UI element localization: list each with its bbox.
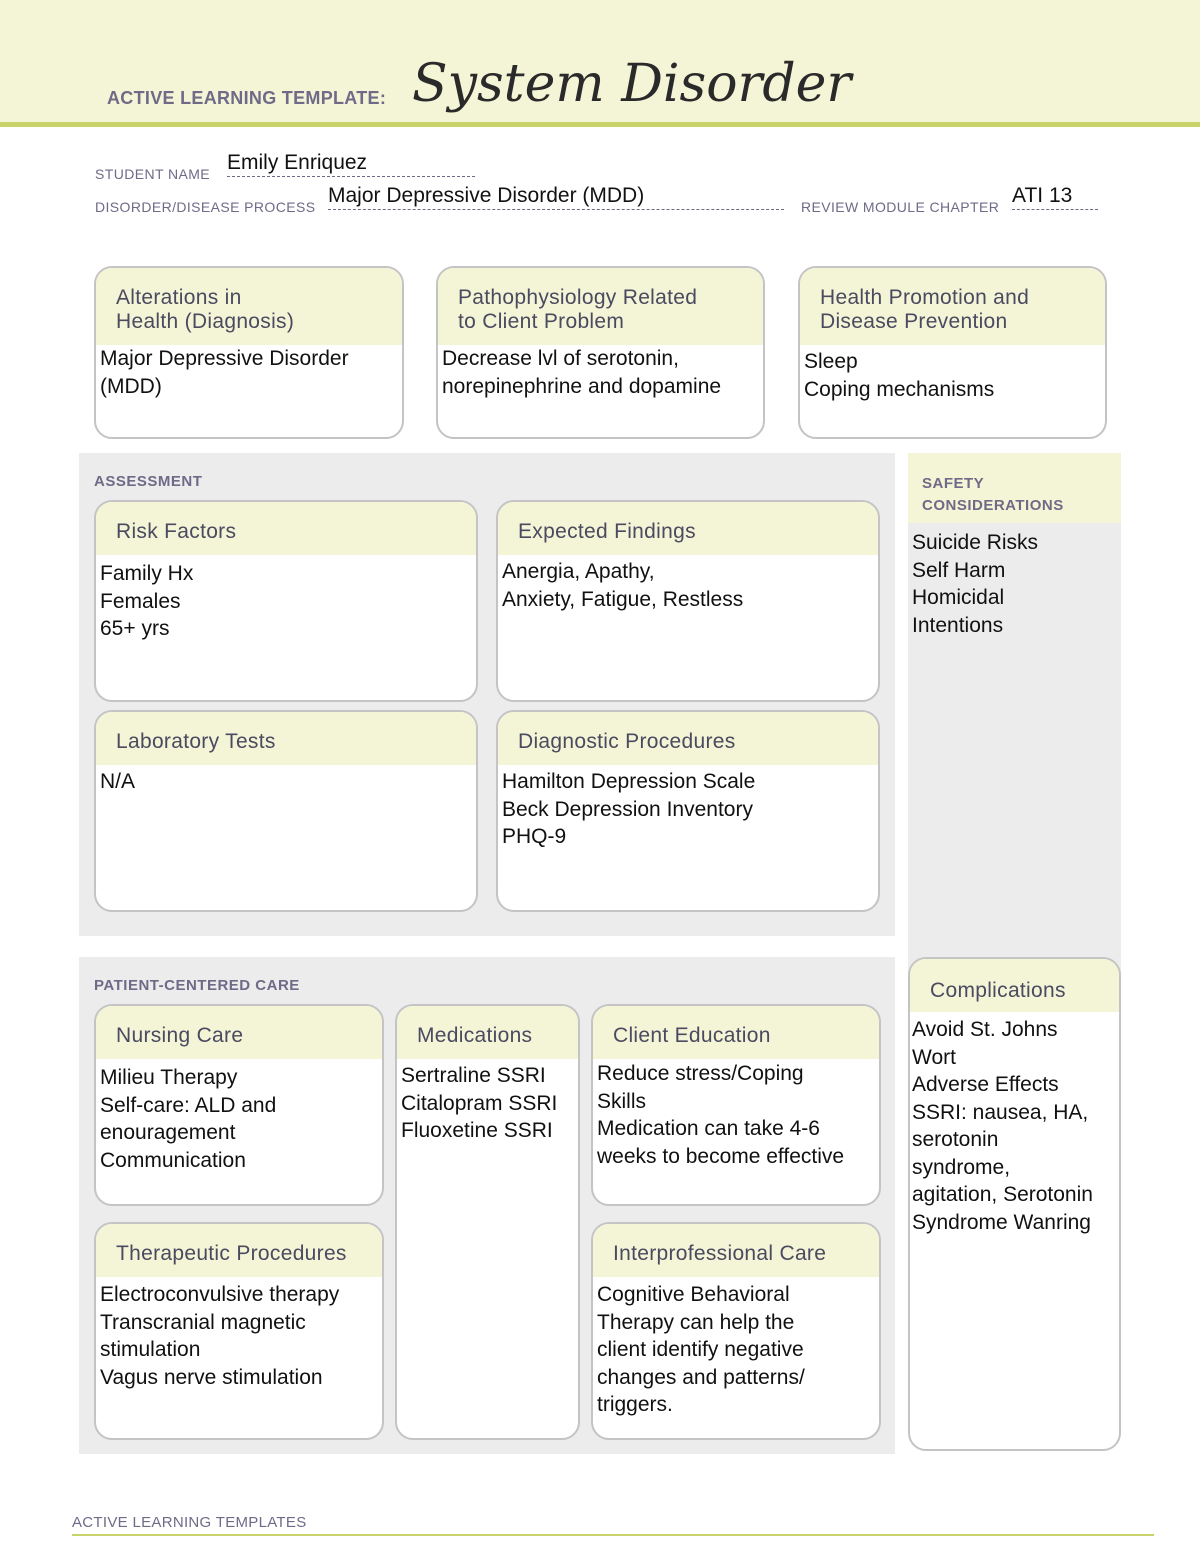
medications-content[interactable]: Sertraline SSRI Citalopram SSRI Fluoxetine SSRI — [401, 1064, 558, 1142]
chapter-label: REVIEW MODULE CHAPTER — [801, 199, 1000, 215]
chapter-field[interactable]: ATI 13 — [1012, 184, 1098, 210]
interprofessional-care-title: Interprofessional Care — [593, 1224, 879, 1277]
safety-label: SAFETY CONSIDERATIONS — [922, 475, 1064, 514]
assessment-label: ASSESSMENT — [94, 473, 203, 490]
interprofessional-care-content[interactable]: Cognitive Behavioral Therapy can help the client identify negative changes and patterns/ triggers. — [597, 1283, 805, 1416]
complications-title: Complications — [910, 959, 1119, 1012]
laboratory-tests-title: Laboratory Tests — [96, 712, 476, 765]
health-promotion-title: Health Promotion and Disease Prevention — [800, 268, 1105, 345]
health-promotion-box — [798, 266, 1107, 439]
template-title: System Disorder — [412, 54, 852, 114]
expected-findings-box — [496, 500, 880, 702]
laboratory-tests-content[interactable]: N/A — [100, 770, 136, 793]
header-divider — [0, 122, 1200, 127]
expected-findings-title: Expected Findings — [498, 502, 878, 555]
complications-content[interactable]: Avoid St. Johns Wort Adverse Effects SSRI: nausea, HA, serotonin syndrome, agitation, Serotonin Syndrome Wanring — [912, 1018, 1093, 1234]
nursing-care-box — [94, 1004, 384, 1206]
risk-factors-content[interactable]: Family Hx Females 65+ yrs — [100, 562, 194, 640]
medications-box — [395, 1004, 580, 1440]
alterations-content[interactable]: Major Depressive Disorder (MDD) — [100, 347, 349, 398]
patient-care-label: PATIENT-CENTERED CARE — [94, 977, 300, 994]
pathophysiology-box — [436, 266, 765, 439]
pathophysiology-title: Pathophysiology Related to Client Problem — [438, 268, 763, 345]
therapeutic-procedures-box — [94, 1222, 384, 1440]
nursing-care-title: Nursing Care — [96, 1006, 382, 1059]
health-promotion-content[interactable]: Sleep Coping mechanisms — [804, 350, 995, 401]
pathophysiology-content[interactable]: Decrease lvl of serotonin, norepinephrine and dopamine — [442, 347, 722, 398]
client-education-title: Client Education — [593, 1006, 879, 1059]
diagnostic-procedures-box — [496, 710, 880, 912]
template-prefix: ACTIVE LEARNING TEMPLATE: — [107, 88, 387, 108]
alterations-title: Alterations in Health (Diagnosis) — [96, 268, 402, 345]
risk-factors-box — [94, 500, 478, 702]
laboratory-tests-box — [94, 710, 478, 912]
interprofessional-care-box — [591, 1222, 881, 1440]
footer-divider — [72, 1534, 1154, 1536]
therapeutic-procedures-title: Therapeutic Procedures — [96, 1224, 382, 1277]
medications-title: Medications — [397, 1006, 578, 1059]
expected-findings-content[interactable]: Anergia, Apathy, Anxiety, Fatigue, Restless — [502, 560, 744, 611]
footer-text: ACTIVE LEARNING TEMPLATES — [72, 1514, 307, 1531]
student-name-label: STUDENT NAME — [95, 166, 210, 182]
disorder-label: DISORDER/DISEASE PROCESS — [95, 199, 316, 215]
complications-box — [908, 957, 1121, 1451]
risk-factors-title: Risk Factors — [96, 502, 476, 555]
safety-content[interactable]: Suicide Risks Self Harm Homicidal Intentions — [912, 531, 1039, 637]
client-education-box — [591, 1004, 881, 1206]
alterations-box — [94, 266, 404, 439]
diagnostic-procedures-title: Diagnostic Procedures — [498, 712, 878, 765]
nursing-care-content[interactable]: Milieu Therapy Self-care: ALD and enouragement Communication — [100, 1066, 277, 1172]
therapeutic-procedures-content[interactable]: Electroconvulsive therapy Transcranial magnetic stimulation Vagus nerve stimulation — [100, 1283, 340, 1389]
disorder-field[interactable]: Major Depressive Disorder (MDD) — [328, 184, 784, 210]
client-education-content[interactable]: Reduce stress/Coping Skills Medication can take 4-6 weeks to become effective — [597, 1062, 845, 1168]
student-name-field[interactable]: Emily Enriquez — [227, 151, 475, 177]
diagnostic-procedures-content[interactable]: Hamilton Depression Scale Beck Depression Inventory PHQ-9 — [502, 770, 756, 848]
